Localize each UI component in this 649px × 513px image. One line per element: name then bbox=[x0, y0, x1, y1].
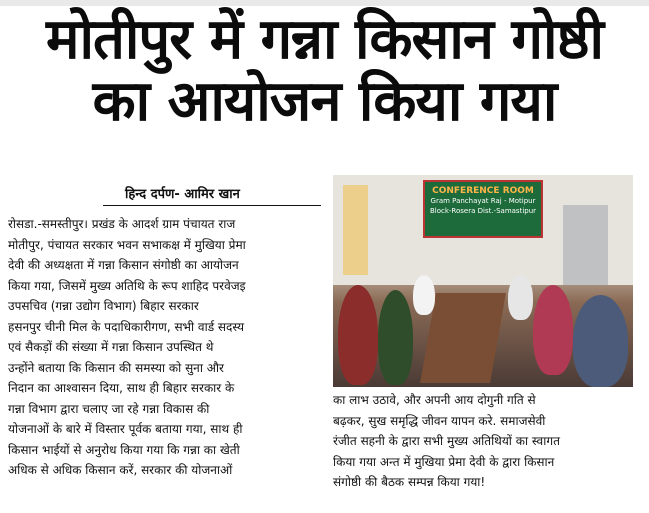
article-line: अधिक से अधिक किसान करें, सरकार की योजनाओं bbox=[8, 463, 233, 477]
article-line: एवं सैकड़ों की संख्या में गन्ना किसान उपस्थित थे bbox=[8, 340, 214, 354]
article-line: मोतीपुर, पंचायत सरकार भवन सभाकक्ष में मुखिया प्रेमा bbox=[8, 237, 246, 252]
article-line: का लाभ उठावे, और अपनी आय दोगुनी गति से bbox=[333, 393, 536, 407]
article-line: किया गया अन्त में मुखिया प्रेमा देवी के द्वारा किसान bbox=[333, 454, 555, 469]
article-line: निदान का आश्वासन दिया, साथ ही बिहार सरकार के bbox=[8, 381, 235, 395]
attendee bbox=[413, 275, 435, 315]
article-line: बढ़कर, सुख समृद्धि जीवन यापन करे. समाजसेवी bbox=[333, 413, 546, 428]
banner-line-2: Gram Panchayat Raj - Motipur bbox=[430, 197, 536, 205]
photo-window bbox=[343, 185, 368, 275]
article-column-right bbox=[333, 390, 637, 493]
banner-line-3: Block-Rosera Dist.-Samastipur bbox=[429, 207, 537, 215]
article-line: किसान भाईयों से अनुरोध किया गया कि गन्ना का खेती bbox=[8, 442, 240, 457]
article-line: उन्होंने बताया कि किसान की समस्या को सुना और bbox=[8, 360, 224, 375]
attendee bbox=[533, 285, 573, 375]
attendee bbox=[378, 290, 413, 385]
attendee bbox=[508, 275, 533, 320]
banner-title: CONFERENCE ROOM bbox=[432, 186, 534, 196]
conference-room-banner bbox=[423, 180, 543, 238]
article-column-left bbox=[8, 214, 320, 481]
byline-rule bbox=[103, 205, 321, 206]
article-line: योजनाओं के बारे में विस्तार पूर्वक बताया गया, साथ ही bbox=[8, 422, 243, 436]
article-line: गन्ना विभाग द्वारा चलाए जा रहे गन्ना विकास की bbox=[8, 401, 210, 416]
headline-line-2: का आयोजन किया गया bbox=[92, 69, 557, 134]
article-line: रंजीत सहनी के द्वारा सभी मुख्य अतिथियों का स्वागत bbox=[333, 434, 560, 448]
attendee bbox=[573, 295, 628, 387]
byline: हिन्द दर्पण- आमिर खान bbox=[125, 187, 240, 202]
headline bbox=[0, 7, 649, 134]
article-line: संगोष्ठी की बैठक सम्पन्न किया गया! bbox=[333, 475, 486, 489]
article-line: किया गया, जिसमें मुख्य अतिथि के रूप शाहिद परवेजइ bbox=[8, 278, 246, 293]
article-line: रोसडा.-समस्तीपुर। प्रखंड के आदर्श ग्राम पंचायत राज bbox=[8, 217, 236, 231]
article-line: उपसचिव (गन्ना उद्योग विभाग) बिहार सरकार bbox=[8, 299, 199, 313]
article-line: हसनपुर चीनी मिल के पदाधिकारीगण, सभी वार्ड सदस्य bbox=[8, 319, 245, 334]
photo-cabinet bbox=[563, 205, 608, 285]
attendee bbox=[338, 285, 378, 385]
headline-line-1: मोतीपुर में गन्ना किसान गोष्ठी bbox=[45, 7, 604, 72]
top-strip bbox=[0, 0, 649, 6]
article-line: देवी की अध्यक्षता में गन्ना किसान संगोष्ठी का आयोजन bbox=[8, 258, 239, 272]
news-photo bbox=[333, 175, 633, 387]
